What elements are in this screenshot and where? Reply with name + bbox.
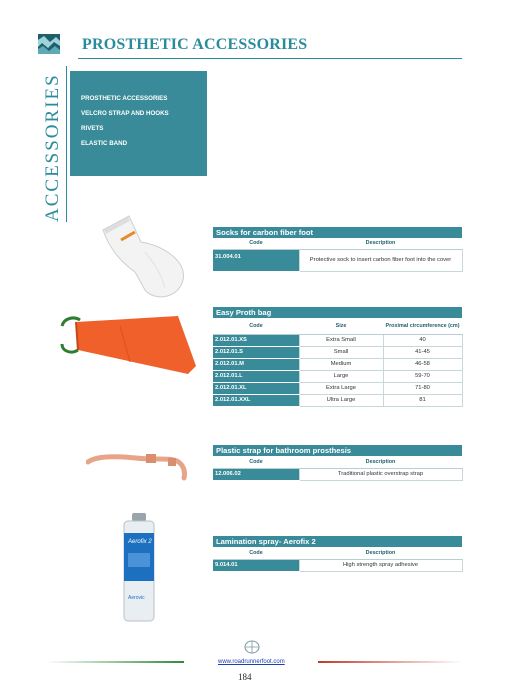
table-row <box>213 468 462 480</box>
product-code: 31.004.01 <box>213 249 299 271</box>
size-cell: Extra Small <box>299 334 383 346</box>
product-title: Easy Proth bag <box>213 307 462 318</box>
product-code: 12.006.02 <box>213 468 299 480</box>
size-cell: Extra Large <box>299 382 383 394</box>
circumference-cell: 41-45 <box>383 346 462 358</box>
product-lamination-spray <box>213 536 462 572</box>
circumference-cell: 81 <box>383 394 462 406</box>
circumference-cell: 46-58 <box>383 358 462 370</box>
size-cell: Medium <box>299 358 383 370</box>
product-code: 2.012.01.XXL <box>213 394 299 406</box>
product-code: 2.012.01.M <box>213 358 299 370</box>
circumference-cell: 40 <box>383 334 462 346</box>
size-cell: Ultra Large <box>299 394 383 406</box>
product-title: Plastic strap for bathroom prosthesis <box>213 445 462 456</box>
table-row <box>213 382 462 394</box>
section-side-label: ACCESSORIES <box>42 73 63 222</box>
spray-brand-label: Aerofix 2 <box>128 539 152 545</box>
side-divider <box>66 66 67 222</box>
column-header: Size <box>299 318 383 334</box>
page-number: 184 <box>238 672 252 682</box>
page-title: PROSTHETIC ACCESSORIES <box>82 36 308 53</box>
product-code: 9.014.01 <box>213 559 299 571</box>
product-socks <box>213 227 462 272</box>
category-menu <box>70 71 207 176</box>
column-header: Description <box>299 456 462 468</box>
product-title: Lamination spray- Aerofix 2 <box>213 536 462 547</box>
footer-divider-right <box>318 661 463 663</box>
sock-image <box>95 212 190 305</box>
plastic-strap-image <box>86 448 190 489</box>
menu-item-elastic-band[interactable]: ELASTIC BAND <box>81 140 128 147</box>
column-header: Code <box>213 238 299 249</box>
circumference-cell: 71-80 <box>383 382 462 394</box>
table-row <box>213 346 462 358</box>
header-divider <box>78 58 462 59</box>
column-header: Proximal circumference (cm) <box>383 318 462 334</box>
proth-bag-image <box>60 314 200 385</box>
size-cell: Large <box>299 370 383 382</box>
column-header: Code <box>213 456 299 468</box>
column-header: Code <box>213 547 299 559</box>
table-row <box>213 394 462 406</box>
product-code: 2.012.01.XL <box>213 382 299 394</box>
product-code: 2.012.01.S <box>213 346 299 358</box>
product-description: Protective sock to insert carbon fiber foot into the cover <box>299 249 462 271</box>
aerofix-spray-image <box>120 513 160 630</box>
column-header: Description <box>299 547 462 559</box>
column-header: Description <box>299 238 462 249</box>
product-code: 2.012.01.L <box>213 370 299 382</box>
product-plastic-strap <box>213 445 462 481</box>
menu-item-prosthetic-accessories[interactable]: PROSTHETIC ACCESSORIES <box>81 95 168 102</box>
product-proth-bag <box>213 307 462 407</box>
product-code: 2.012.01.XS <box>213 334 299 346</box>
product-description: Traditional plastic overstrap strap <box>299 468 462 480</box>
table-row <box>213 370 462 382</box>
brand-logo-icon <box>38 34 60 54</box>
footer-divider-left <box>46 661 184 663</box>
spray-maker-label: Aerovic <box>128 595 145 601</box>
website-link[interactable]: www.roadrunnerfoot.com <box>218 659 285 665</box>
size-cell: Small <box>299 346 383 358</box>
menu-item-velcro-strap[interactable]: VELCRO STRAP AND HOOKS <box>81 110 169 117</box>
table-row <box>213 334 462 346</box>
table-row <box>213 358 462 370</box>
column-header: Code <box>213 318 299 334</box>
table-row <box>213 249 462 271</box>
circumference-cell: 59-70 <box>383 370 462 382</box>
menu-item-rivets[interactable]: RIVETS <box>81 125 104 132</box>
globe-logo-icon <box>243 640 261 654</box>
product-title: Socks for carbon fiber foot <box>213 227 462 238</box>
table-row <box>213 559 462 571</box>
product-description: High strength spray adhesive <box>299 559 462 571</box>
